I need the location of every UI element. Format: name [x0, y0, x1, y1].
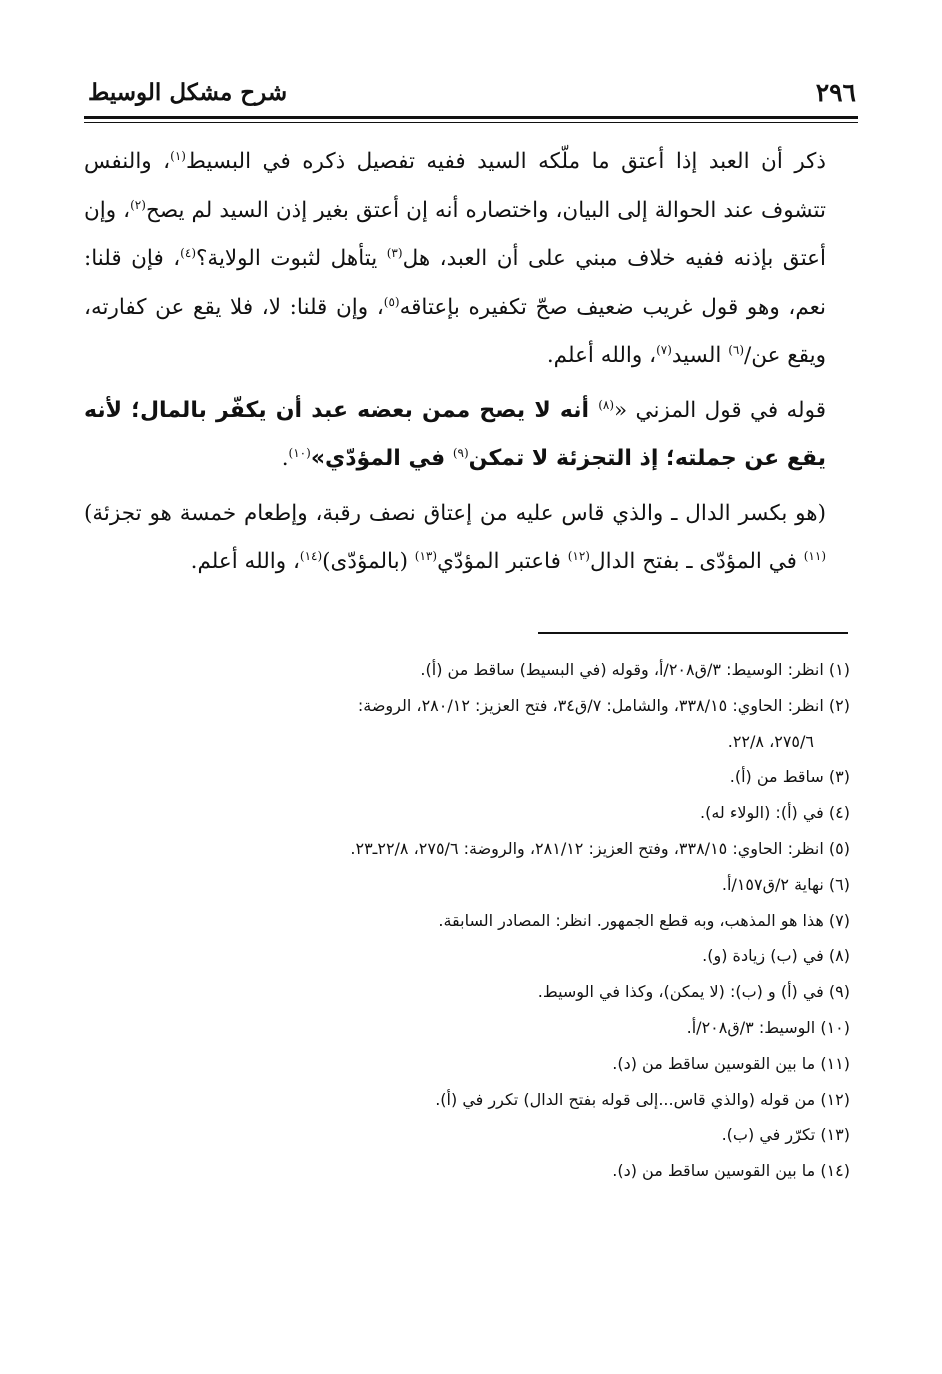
quoted-text: في المؤدّي» — [310, 446, 453, 471]
footnote-4: (٤) في (أ): (الولاء له). — [700, 803, 850, 823]
quoted-text: أنه لا يصح ممن بعضه عبد أن يكفّر بالمال؛ لأنه يقع عن جملته؛ إذ التجزئة لا تمكن — [84, 397, 826, 471]
footnote-marker: (١١) — [803, 548, 826, 563]
text-span: (هو بكسر الدال ـ والذي قاس عليه من إعتاق نصف رقبة، وإطعام خمسة هو تجزئة) — [84, 500, 826, 526]
paragraph-2 — [84, 387, 850, 484]
text-span: فاعتبر المؤدّي — [437, 549, 568, 574]
footnote-marker: (٣) — [386, 245, 403, 260]
footnote-2: (٢) انظر: الحاوي: ٣٣٨/١٥، والشامل: ٧/ق٣٤، فتح العزيز: ٢٨٠/١٢، الروضة: — [357, 695, 850, 715]
footnotes — [84, 652, 850, 1189]
footnote-7: (٧) هذا هو المذهب، وبه قطع الجمهور. انظر: المصادر السابقة. — [438, 910, 850, 930]
footnote-marker: (٤) — [180, 245, 196, 260]
footnote-5: (٥) انظر: الحاوي: ٣٣٨/١٥، وفتح العزيز: ٢٨١/١٢، والروضة: ٢٧٥/٦، ٢٢/٨ـ٢٣. — [350, 838, 850, 858]
text-span: . — [281, 446, 289, 471]
text-span: السيد — [671, 343, 729, 368]
text-span: ، والله أعلم. — [190, 549, 300, 574]
footnote-2-continued: ٢٧٥/٦، ٢٢/٨. — [727, 731, 814, 751]
page-header — [88, 78, 856, 108]
text-span: قوله في قول المزني « — [614, 397, 826, 423]
header-rule-thin — [84, 122, 858, 123]
footnote-marker: (٢) — [130, 197, 146, 212]
text-span: يتأهل لثبوت الولاية؟ — [196, 246, 387, 271]
main-text — [84, 138, 850, 587]
footnote-marker: (٧) — [656, 342, 672, 357]
footnote-3: (٣) ساقط من (أ). — [729, 767, 850, 787]
text-span: في المؤدّى ـ بفتح الدال — [589, 549, 804, 574]
footnote-13: (١٣) تكرّر في (ب). — [721, 1125, 850, 1145]
footnote-marker: (٨) — [598, 397, 615, 412]
footnote-marker: (١٣) — [414, 548, 438, 563]
header-rule-thick — [84, 116, 858, 119]
paragraph-3 — [84, 490, 850, 587]
text-span: (بالمؤدّى) — [322, 549, 415, 574]
footnote-marker: (٩) — [452, 445, 469, 460]
footnote-9: (٩) في (أ) و (ب): (لا يمكن)، وكذا في الوسيط. — [537, 982, 850, 1002]
footnote-marker: (١٠) — [288, 445, 311, 460]
text-span: ، فإن قلنا: نعم، وهو قول غريب ضعيف صحّ تكفيره بإعتاقه — [84, 246, 826, 320]
running-title: شرح مشكل الوسيط — [88, 79, 288, 106]
footnote-6: (٦) نهاية ٢/ق١٥٧/أ. — [721, 874, 850, 894]
paragraph-1 — [84, 138, 850, 381]
footnote-11: (١١) ما بين القوسين ساقط من (د). — [612, 1053, 850, 1073]
footnote-10: (١٠) الوسيط: ٣/ق٢٠٨/أ. — [686, 1017, 850, 1037]
text-span: ، والنفس تتشوف عند الحوالة إلى البيان، واختصاره أنه إن أعتق بغير إذن السيد لم يصح — [84, 149, 826, 223]
footnote-marker: (١٤) — [299, 548, 323, 563]
footnote-separator — [538, 632, 848, 634]
page-number: ٢٩٦ — [815, 78, 856, 107]
footnote-1: (١) انظر: الوسيط: ٣/ق٢٠٨/أ، وقوله (في البسيط) ساقط من (أ). — [420, 660, 850, 679]
footnote-marker: (١) — [170, 148, 186, 163]
footnote-12: (١٢) من قوله (والذي قاس...إلى قوله بفتح الدال) تكرر في (أ). — [435, 1089, 850, 1109]
footnote-14: (١٤) ما بين القوسين ساقط من (د). — [612, 1161, 850, 1181]
text-span: ، وإن قلنا: لا، فلا يقع عن كفارته، ويقع عن/ — [84, 294, 826, 368]
text-span: ، والله أعلم. — [546, 343, 657, 368]
footnote-marker: (٦) — [728, 342, 745, 357]
text-span: ، وإن أعتق بإذنه ففيه خلاف مبني على أن العبد، هل — [84, 197, 826, 271]
footnote-8: (٨) في (ب) زيادة (و). — [702, 946, 850, 966]
footnote-marker: (٥) — [383, 294, 400, 309]
text-span: ذكر أن العبد إذا أعتق ما ملّكه السيد ففيه تفصيل ذكره في البسيط — [185, 149, 826, 174]
footnote-marker: (١٢) — [567, 548, 590, 563]
